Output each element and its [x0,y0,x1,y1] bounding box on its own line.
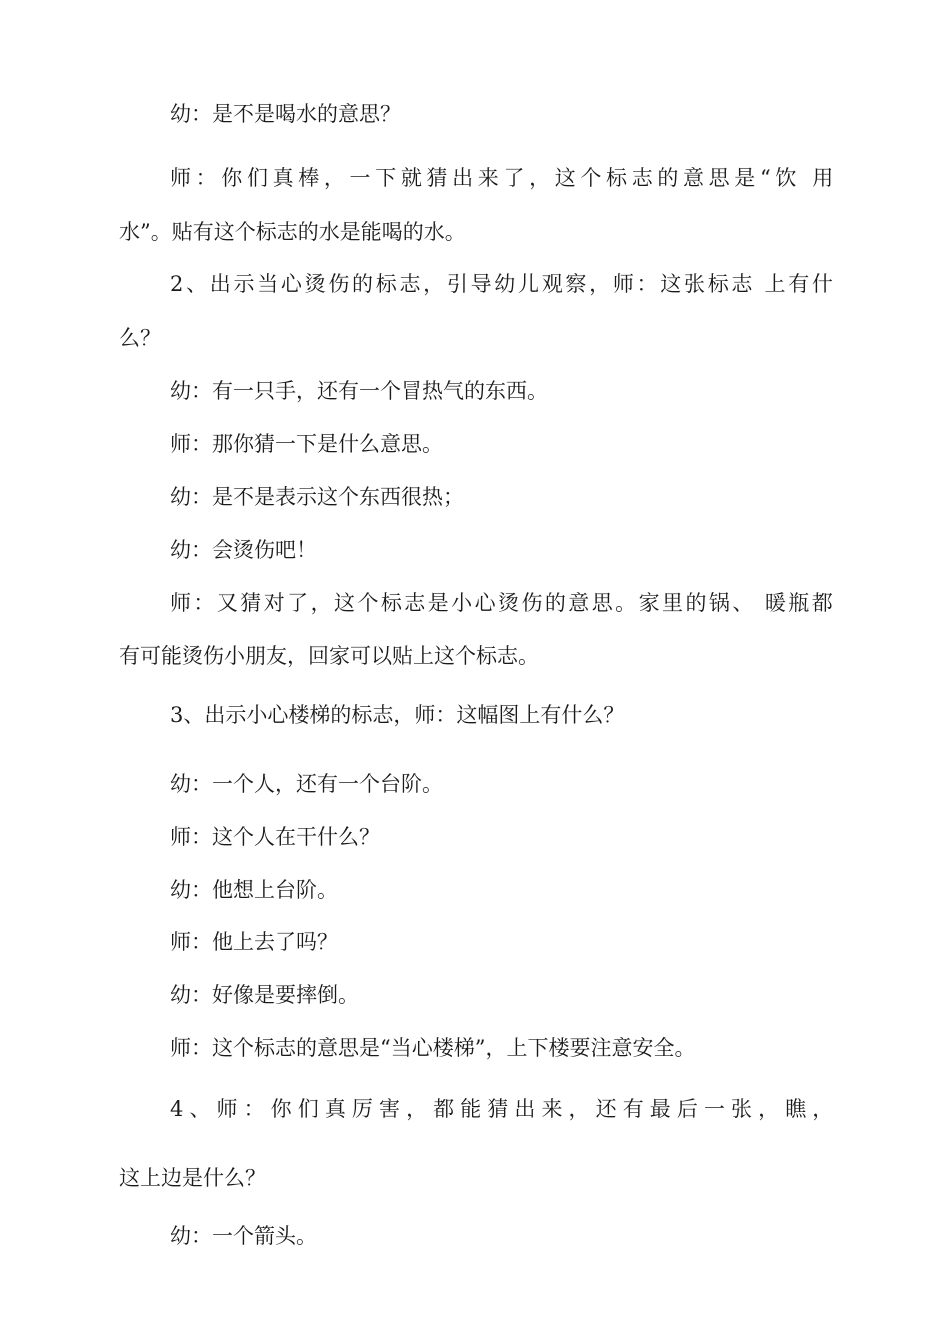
dialogue-line: 幼：他想上台阶。 [170,878,338,902]
step-heading: 2、出示当心烫伤的标志，引导幼儿观察，师：这张标志 上有什 [170,272,836,296]
dialogue-line: 幼：一个人，还有一个台阶。 [170,772,443,796]
dialogue-line: 幼：一个箭头。 [170,1224,317,1248]
dialogue-line: 师：这个人在干什么？ [170,825,380,849]
step-heading: 3、出示小心楼梯的标志，师：这幅图上有什么？ [170,703,625,727]
dialogue-line: 师：那你猜一下是什么意思。 [170,432,443,456]
dialogue-line: 师：这个标志的意思是“当心楼梯”，上下楼要注意安全。 [170,1036,696,1060]
dialogue-line: 幼：有一只手，还有一个冒热气的东西。 [170,379,548,403]
dialogue-line: 师：他上去了吗？ [170,930,338,954]
dialogue-line: 幼：会烫伤吧！ [170,538,317,562]
dialogue-line: 师：你们真棒，一下就猜出来了，这个标志的意思是“饮 用 [170,166,838,190]
step-heading: 4、师：你们真厉害，都能猜出来，还有最后一张，瞧， [170,1097,840,1121]
dialogue-line-continuation: 有可能烫伤小朋友，回家可以贴上这个标志。 [119,644,539,668]
dialogue-line: 幼：是不是表示这个东西很热； [170,485,464,509]
step-heading-continuation: 么？ [119,326,161,350]
dialogue-line: 幼：好像是要摔倒。 [170,983,359,1007]
dialogue-line: 师：又猜对了，这个标志是小心烫伤的意思。家里的锅、 暖瓶都 [170,591,836,615]
dialogue-line-continuation: 水”。贴有这个标志的水是能喝的水。 [119,220,466,244]
step-heading-continuation: 这上边是什么？ [119,1166,266,1190]
dialogue-line: 幼：是不是喝水的意思？ [170,102,401,126]
